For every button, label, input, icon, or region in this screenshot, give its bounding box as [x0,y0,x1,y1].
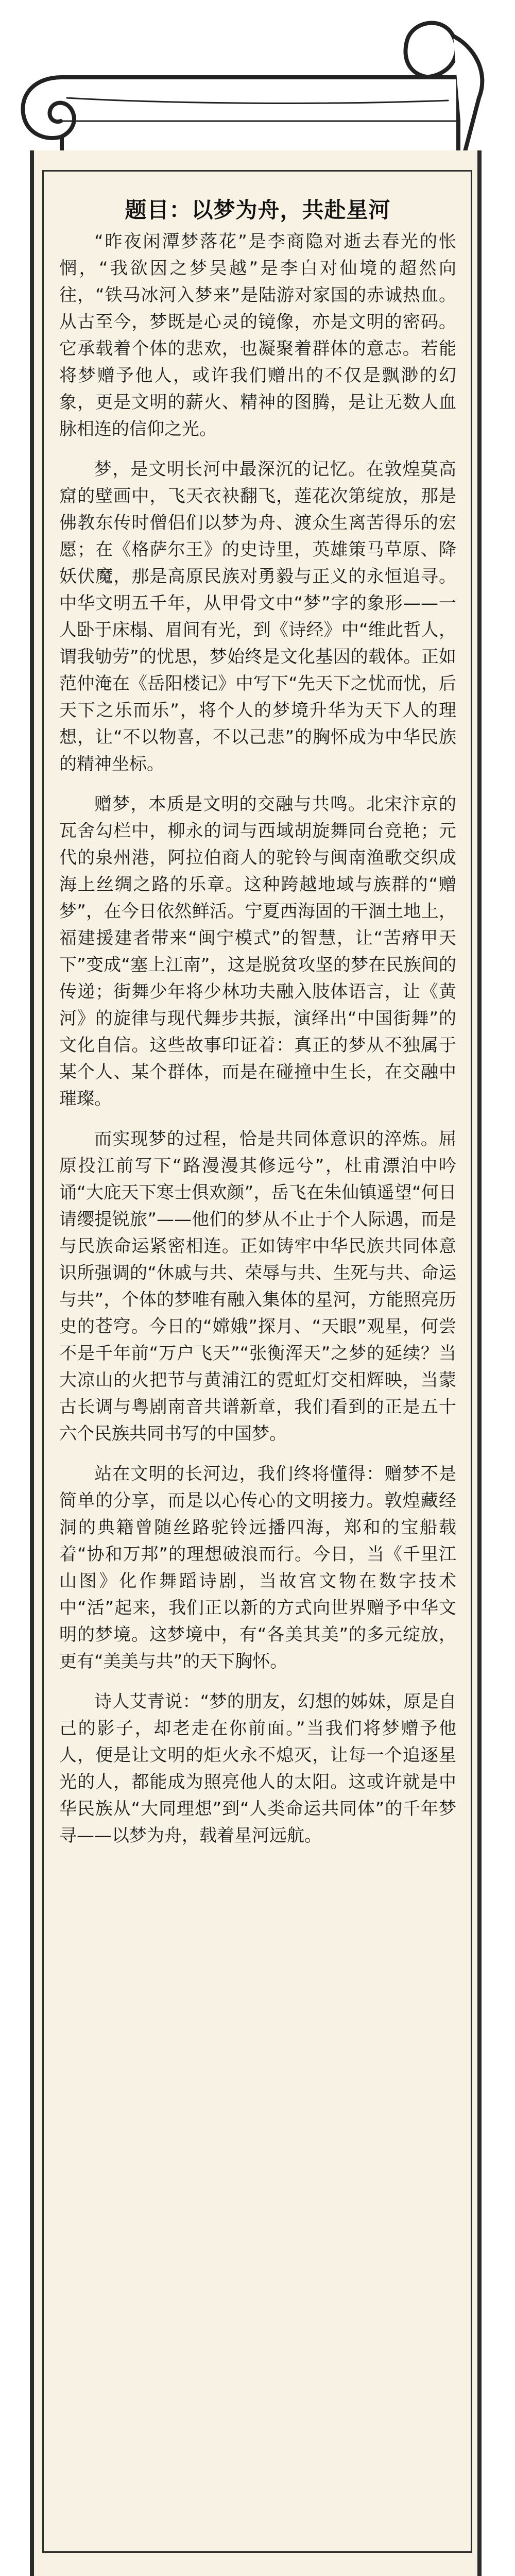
essay-paragraph-1: “昨夜闲潭梦落花”是李商隐对逝去春光的怅惘，“我欲因之梦吴越”是李白对仙境的超然向往，“铁马冰河入梦来”是陆游对家国的赤诚热血。从古至今，梦既是心灵的镜像，亦是文明的密码。它承载着个体的悲欢，也凝聚着群体的意志。若能将梦赠予他人，或许我们赠出的不仅是飘渺的幻象，更是文明的薪火、精神的图腾，是让无数人血脉相连的信仰之光。 [59,231,456,439]
essay-paragraph-4: 而实现梦的过程，恰是共同体意识的淬炼。屈原投江前写下“路漫漫其修远兮”，杜甫漂泊中吟诵“大庇天下寒士俱欢颜”，岳飞在朱仙镇遥望“何日请缨提锐旅”——他们的梦从不止于个人际遇，而是与民族命运紧密相连。正如铸牢中华民族共同体意识所强调的“休戚与共、荣辱与共、生死与共、命运与共”，个体的梦唯有融入集体的星河，方能照亮历史的苍穹。今日的“嫦娥”探月、“天眼”观星，何尝不是千年前“万户飞天”“张衡浑天”之梦的延续？当大凉山的火把节与黄浦江的霓虹灯交相辉映，当蒙古长调与粤剧南音共谱新章，我们看到的正是五十六个民族共同书写的中国梦。 [59,1129,456,1444]
essay-paragraph-6: 诗人艾青说：“梦的朋友，幻想的姊妹，原是自己的影子，却老走在你前面。”当我们将梦赠予他人，便是让文明的炬火永不熄灭，让每一个追逐星光的人，都能成为照亮他人的太阳。这或许就是中华民族从“大同理想”到“人类命运共同体”的千年梦寻——以梦为舟，载着星河远航。 [59,1691,456,1846]
essay-paragraph-3: 赠梦，本质是文明的交融与共鸣。北宋汴京的瓦舍勾栏中，柳永的词与西域胡旋舞同台竞艳；元代的泉州港，阿拉伯商人的驼铃与闽南渔歌交织成海上丝绸之路的乐章。这种跨越地域与族群的“赠梦”，在今日依然鲜活。宁夏西海固的干涸土地上，福建援建者带来“闽宁模式”的智慧，让“苦瘠甲天下”变成“塞上江南”，这是脱贫攻坚的梦在民族间的传递；街舞少年将少林功夫融入肢体语言，让《黄河》的旋律与现代舞步共振，演绎出“中国街舞”的文化自信。这些故事印证着：真正的梦从不独属于某个人、某个群体，而是在碰撞中生长，在交融中璀璨。 [59,794,456,1109]
essay-paragraph-2: 梦，是文明长河中最深沉的记忆。在敦煌莫高窟的壁画中，飞天衣袂翻飞，莲花次第绽放，那是佛教东传时僧侣们以梦为舟、渡众生离苦得乐的宏愿；在《格萨尔王》的史诗里，英雄策马草原、降妖伏魔，那是高原民族对勇毅与正义的永恒追寻。中华文明五千年，从甲骨文中“梦”字的象形——一人卧于床榻、眉间有光，到《诗经》中“维此哲人，谓我劬劳”的忧思，梦始终是文化基因的载体。正如范仲淹在《岳阳楼记》中写下“先天下之忧而忧，后天下之乐而乐”，将个人的梦境升华为天下人的理想，让“不以物喜，不以己悲”的胸怀成为中华民族的精神坐标。 [59,459,456,774]
essay-paragraph-5: 站在文明的长河边，我们终将懂得：赠梦不是简单的分享，而是以心传心的文明接力。敦煌藏经洞的典籍曾随丝路驼铃远播四海，郑和的宝船载着“协和万邦”的理想破浪而行。今日，当《千里江山图》化作舞蹈诗剧，当故宫文物在数字技术中“活”起来，我们正以新的方式向世界赠予中华文明的梦境。这梦境中，有“各美其美”的多元绽放，更有“美美与共”的天下胸怀。 [59,1464,456,1672]
essay-frame [42,170,472,2553]
essay-title: 题目：以梦为舟，共赴星河 [125,197,391,223]
